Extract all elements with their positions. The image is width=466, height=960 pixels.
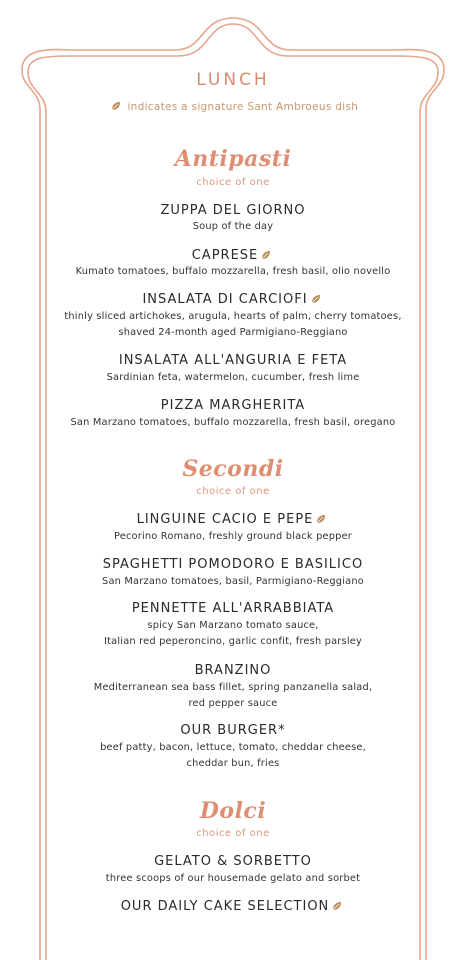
menu-item-name-text: OUR DAILY CAKE SELECTION (120, 899, 330, 914)
menu-item-name: SPAGHETTI POMODORO E BASILICO (102, 557, 364, 572)
menu-item-name: INSALATA ALL'ANGURIA E FETA (118, 353, 348, 368)
menu-item-name (0, 512, 466, 527)
section-title-dolci: Dolci (199, 798, 267, 824)
signature-legend (0, 101, 466, 113)
menu-item-name: BRANZINO (194, 663, 272, 678)
menu-item-desc: three scoops of our housemade gelato and sorbet (105, 873, 361, 884)
section-title-antipasti: Antipasti (174, 146, 292, 172)
section-subtitle-dolci: choice of one (196, 828, 270, 839)
leaf-icon (261, 250, 271, 260)
section-title-secondi: Secondi (182, 456, 284, 482)
menu-item-desc: San Marzano tomatoes, buffalo mozzarella, fresh basil, oregano (70, 417, 396, 428)
menu-item-name: OUR BURGER* (180, 723, 286, 738)
menu-item-name: GELATO & SORBETTO (154, 854, 312, 869)
section-subtitle-antipasti: choice of one (196, 177, 270, 188)
menu-item-desc: spicy San Marzano tomato sauce, (147, 620, 319, 631)
menu-item-desc: red pepper sauce (188, 698, 278, 709)
menu-item-name: PENNETTE ALL'ARRABBIATA (131, 601, 335, 616)
menu-item-name (0, 248, 466, 263)
menu-item-desc: Pecorino Romano, freshly ground black pepper (113, 531, 353, 542)
menu-item-desc: Soup of the day (192, 221, 274, 232)
menu-item-desc: Italian red peperoncino, garlic confit, fresh parsley (104, 636, 362, 647)
legend-text: indicates a signature Sant Ambroeus dish (127, 101, 359, 113)
menu-item-name: ZUPPA DEL GIORNO (160, 203, 306, 218)
menu-item-name-text: LINGUINE CACIO E PEPE (136, 512, 314, 527)
leaf-icon (316, 514, 326, 524)
section-subtitle-secondi: choice of one (196, 486, 270, 497)
menu-item-desc: Kumato tomatoes, buffalo mozzarella, fresh basil, olio novello (75, 266, 391, 277)
menu-item-desc: San Marzano tomatoes, basil, Parmigiano-Reggiano (102, 576, 364, 587)
menu-item-name: PIZZA MARGHERITA (160, 398, 306, 413)
menu-item-name (0, 899, 466, 914)
menu-item-desc: thinly sliced artichokes, arugula, hearts of palm, cherry tomatoes, (64, 311, 402, 322)
menu-item-name (0, 292, 466, 307)
leaf-icon (332, 901, 342, 911)
menu-item-desc: Sardinian feta, watermelon, cucumber, fresh lime (106, 372, 360, 383)
menu-item-desc: Mediterranean sea bass fillet, spring panzanella salad, (93, 682, 373, 693)
menu-item-desc: cheddar bun, fries (186, 758, 280, 769)
menu-item-desc: shaved 24-month aged Parmigiano-Reggiano (118, 327, 348, 338)
menu-item-desc: beef patty, bacon, lettuce, tomato, cheddar cheese, (100, 742, 366, 753)
menu-item-name-text: INSALATA DI CARCIOFI (142, 292, 308, 307)
leaf-icon (111, 101, 121, 111)
menu-item-name-text: CAPRESE (191, 248, 259, 263)
menu-title: LUNCH (196, 70, 270, 90)
leaf-icon (311, 294, 321, 304)
